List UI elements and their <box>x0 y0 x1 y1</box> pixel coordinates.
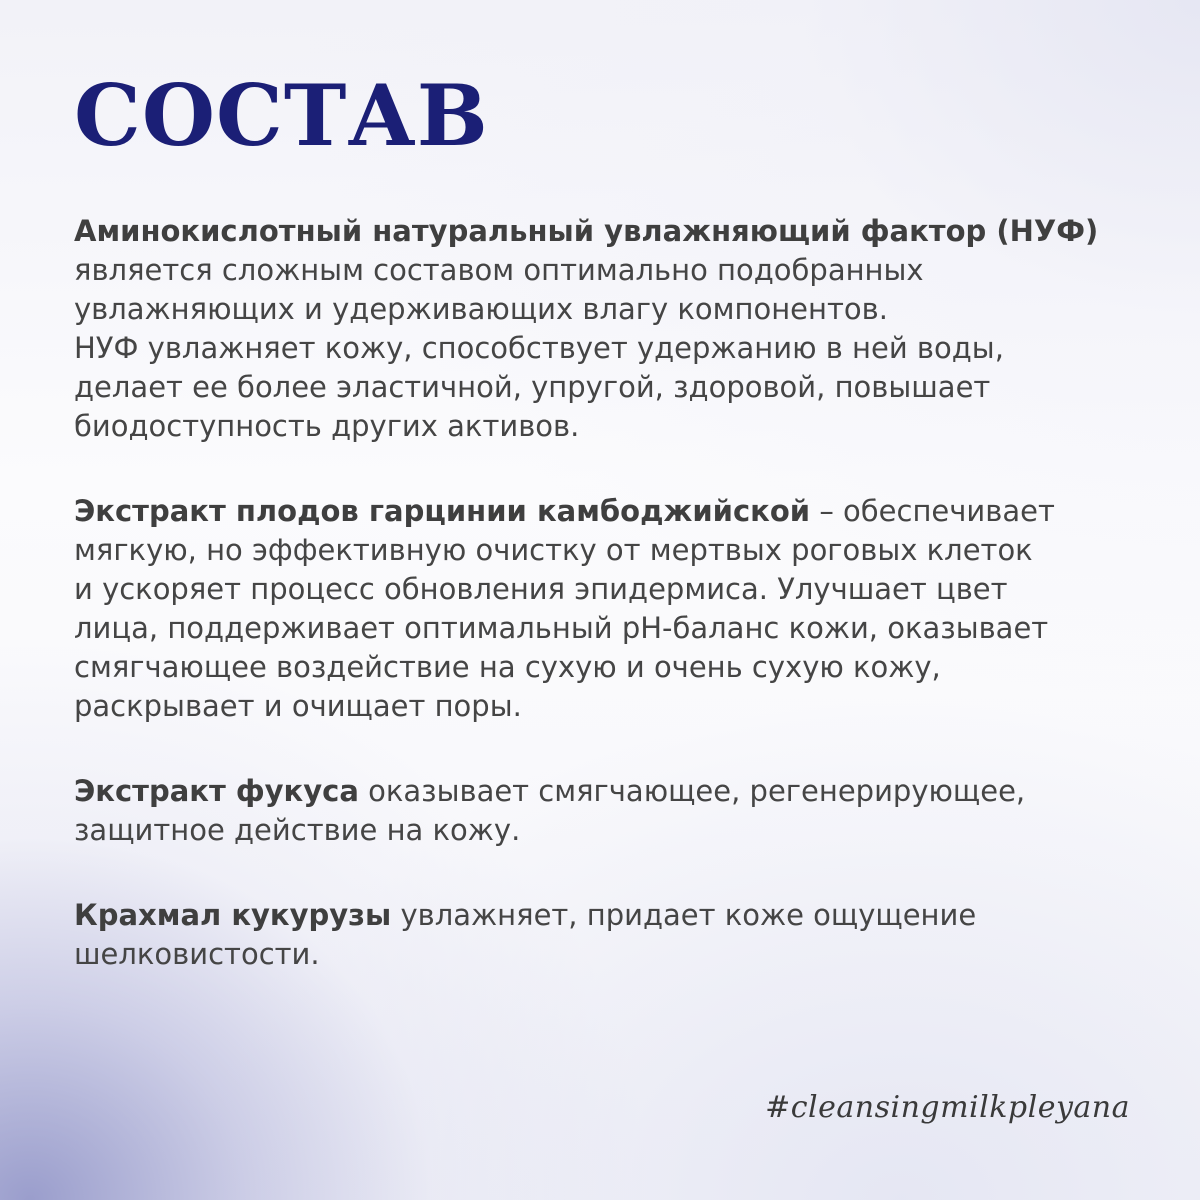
section-nuf <box>74 212 1154 446</box>
text-line <box>74 772 1154 811</box>
line-text: защитное действие на кожу. <box>74 813 521 847</box>
line-text: и ускоряет процесс обновления эпидермиса. Улучшает цвет <box>74 572 1008 606</box>
section-fucus <box>74 772 1154 850</box>
hashtag: #cleansingmilkpleyana <box>765 1090 1130 1125</box>
ingredient-name: Экстракт плодов гарцинии камбоджийской <box>74 494 811 528</box>
text-line <box>74 329 1154 368</box>
text-line <box>74 648 1154 687</box>
text-line <box>74 896 1154 935</box>
text-line <box>74 570 1154 609</box>
line-text: НУФ увлажняет кожу, способствует удержанию в ней воды, <box>74 331 1004 365</box>
line-text: лица, поддерживает оптимальный pH-баланс кожи, оказывает <box>74 611 1049 645</box>
text-line <box>74 368 1154 407</box>
text-line <box>74 212 1154 251</box>
line-text: – обеспечивает <box>810 494 1055 528</box>
line-text: оказывает смягчающее, регенерирующее, <box>358 774 1026 808</box>
ingredient-name: Аминокислотный натуральный увлажняющий фактор (НУФ) <box>74 214 1099 248</box>
line-text: является сложным составом оптимально подобранных <box>74 253 924 287</box>
line-text: увлажняет, придает коже ощущение <box>391 898 977 932</box>
text-line <box>74 609 1154 648</box>
text-line <box>74 290 1154 329</box>
text-line <box>74 687 1154 726</box>
line-text: делает ее более эластичной, упругой, здоровой, повышает <box>74 370 991 404</box>
text-line <box>74 935 1154 974</box>
line-text: увлажняющих и удерживающих влагу компонентов. <box>74 292 888 326</box>
ingredient-name: Крахмал кукурузы <box>74 898 392 932</box>
text-line <box>74 251 1154 290</box>
page-title: СОСТАВ <box>74 66 489 165</box>
description-body <box>74 212 1154 1020</box>
ingredient-name: Экстракт фукуса <box>74 774 359 808</box>
line-text: смягчающее воздействие на сухую и очень сухую кожу, <box>74 650 941 684</box>
text-line <box>74 811 1154 850</box>
line-text: раскрывает и очищает поры. <box>74 689 522 723</box>
text-line <box>74 492 1154 531</box>
section-corn-starch <box>74 896 1154 974</box>
line-text: мягкую, но эффективную очистку от мертвых роговых клеток <box>74 533 1033 567</box>
text-line <box>74 531 1154 570</box>
section-garcinia <box>74 492 1154 726</box>
text-line <box>74 407 1154 446</box>
line-text: шелковистости. <box>74 937 320 971</box>
line-text: биодоступность других активов. <box>74 409 580 443</box>
